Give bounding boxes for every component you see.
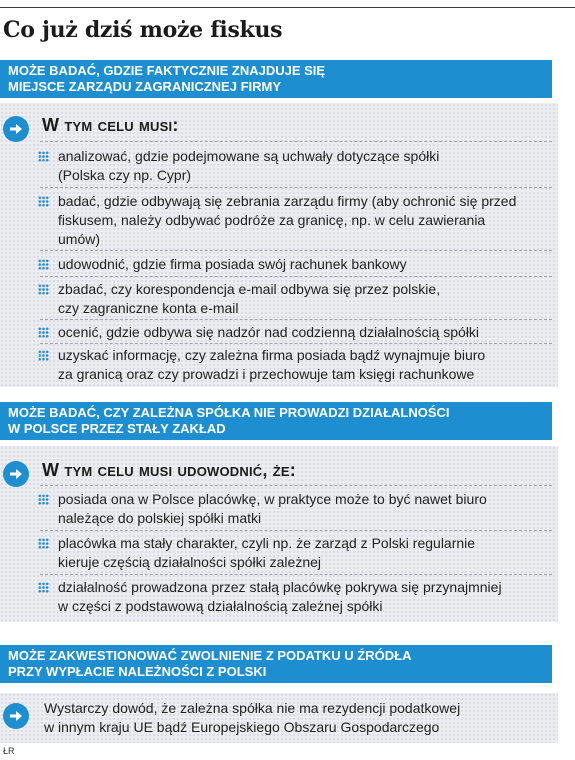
item-text: uzyskać informację, czy zależna firma posiada bądź wynajmuje biuro [58, 347, 486, 363]
divider [40, 319, 552, 320]
divider [40, 574, 552, 575]
item-text: za granicą oraz czy prowadzi i przechowuje tam księgi rachunkowe [58, 366, 475, 382]
dot-grid-icon [38, 538, 49, 549]
item-text: placówka ma stały charakter, czyli np. że zarząd z Polski regularnie [58, 535, 476, 551]
text-line: Wystarczy dowód, że zależna spółka nie ma rezydencji podatkowej [44, 700, 461, 716]
arrow-right-circle-icon [3, 116, 29, 142]
dot-grid-icon [38, 494, 49, 505]
top-rule [0, 7, 575, 8]
item-text: ocenić, gdzie odbywa się nadzór nad codzienną działalnością spółki [58, 324, 480, 340]
banner-line: MOŻE BADAĆ, GDZIE FAKTYCZNIE ZNAJDUJE SIĘ [8, 63, 326, 78]
divider [40, 343, 552, 344]
dot-grid-icon [38, 259, 49, 270]
dot-grid-icon [38, 582, 49, 593]
divider [40, 250, 552, 251]
banner-line: PRZY WYPŁACIE NALEŻNOŚCI Z POLSKI [8, 664, 267, 679]
list-item [38, 534, 553, 572]
item-text: udowodnić, gdzie firma posiada swój rachunek bankowy [58, 256, 407, 272]
dot-grid-icon [38, 196, 49, 207]
divider [40, 485, 552, 486]
item-text: w części z podstawową działalnością zależnej spółki [58, 598, 383, 614]
text-line: w innym kraju UE bądź Europejskiego Obszaru Gospodarczego [44, 719, 440, 735]
item-text: posiada ona w Polsce placówkę, w praktyce może to być nawet biuro [58, 491, 487, 507]
section-heading: W tym celu musi udowodnić, że: [42, 460, 296, 480]
dot-grid-icon [38, 327, 49, 338]
arrow-right-circle-icon [3, 703, 29, 729]
dot-grid-icon [38, 350, 49, 361]
divider [40, 141, 552, 142]
list-item [38, 147, 553, 185]
item-text: umów) [58, 231, 101, 247]
banner-line: MOŻE ZAKWESTIONOWAĆ ZWOLNIENIE Z PODATKU U ŹRÓDŁA [8, 648, 412, 663]
list-item [38, 490, 553, 528]
list-item [38, 578, 553, 616]
list-item [38, 280, 553, 318]
list-item [38, 192, 553, 249]
section-1-banner [0, 60, 552, 98]
item-text: fiskusem, należy odbywać podróże za granicę, np. w celu zawierania [58, 212, 486, 228]
item-text: analizować, gdzie podejmowane są uchwały dotyczące spółki [58, 148, 440, 164]
divider [40, 276, 552, 277]
conclusion-text [44, 699, 554, 737]
section-heading: W tym celu musi: [42, 115, 179, 135]
banner-line: MOŻE BADAĆ, CZY ZALEŻNA SPÓŁKA NIE PROWADZI DZIAŁALNOŚCI [8, 405, 450, 420]
page-title: Co już dziś może fiskus [3, 17, 283, 43]
item-text: należące do polskiej spółki matki [58, 510, 262, 526]
divider [40, 187, 552, 188]
section-2-panel [0, 446, 558, 622]
item-text: (Polska czy np. Cypr) [58, 167, 192, 183]
author-credit: ŁR [3, 746, 15, 756]
item-text: badać, gdzie odbywają się zebrania zarządu firmy (aby ochronić się przed [58, 193, 517, 209]
section-2-banner [0, 402, 552, 440]
section-1-panel [0, 103, 558, 387]
banner-line: W POLSCE PRZEZ STAŁY ZAKŁAD [8, 421, 226, 436]
arrow-right-circle-icon [3, 461, 29, 487]
list-item [38, 346, 553, 384]
banner-line: MIEJSCE ZARZĄDU ZAGRANICZNEJ FIRMY [8, 79, 282, 94]
divider [40, 530, 552, 531]
dot-grid-icon [38, 284, 49, 295]
section-3-banner [0, 645, 552, 683]
item-text: kieruje częścią działalności spółki zależnej [58, 554, 322, 570]
list-item [38, 323, 553, 342]
list-item [38, 255, 553, 274]
section-3-panel [0, 693, 558, 743]
item-text: czy zagraniczne konta e-mail [58, 300, 239, 316]
item-text: działalność prowadzona przez stałą placówkę pokrywa się przynajmniej [58, 579, 502, 595]
item-text: zbadać, czy korespondencja e-mail odbywa się przez polskie, [58, 281, 441, 297]
dot-grid-icon [38, 151, 49, 162]
